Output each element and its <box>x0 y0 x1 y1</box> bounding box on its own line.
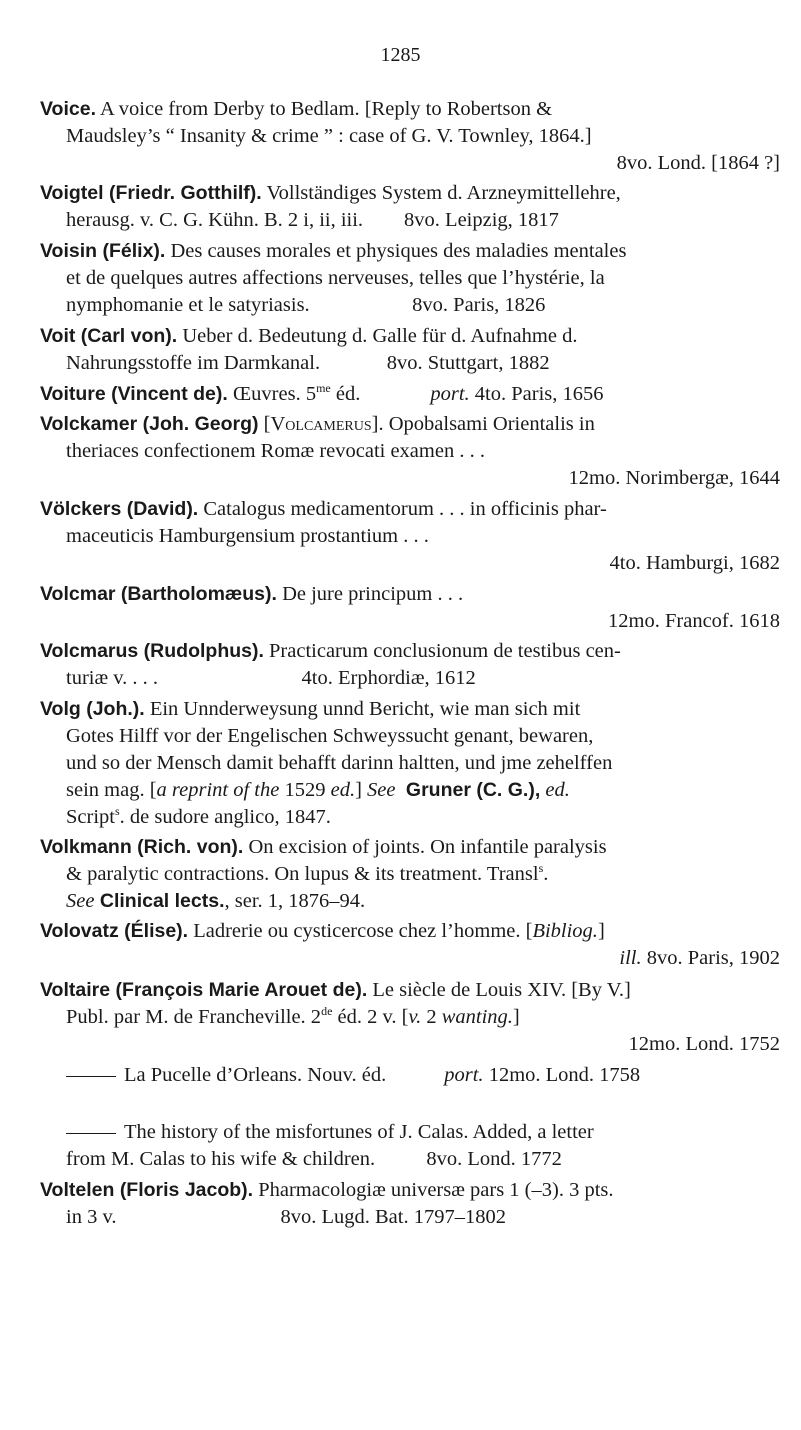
entry-text: und so der Mensch damit behafft darinn haltten, und jme zehelffen <box>66 752 613 774</box>
entry-text: maceuticis Hamburgensium prostantium . . . <box>66 525 429 547</box>
entry-volcmar <box>40 581 780 635</box>
entry-note: port. <box>444 1064 484 1086</box>
entry-text: Ueber d. Bedeutung d. Galle für d. Aufnahme d. <box>177 325 578 347</box>
entry-text: ]. Opobalsami Orientalis in <box>371 413 595 435</box>
entry-heading: Voigtel (Friedr. Gotthilf). <box>40 182 262 204</box>
entry-text: nymphomanie et le satyriasis. 8vo. Paris, 1826 <box>66 294 546 316</box>
entry-imprint: ill. 8vo. Paris, 1902 <box>619 947 780 969</box>
entry-text: Catalogus medicamentorum . . . in officinis phar- <box>198 498 607 520</box>
entry-volcmarus <box>40 638 780 692</box>
entry-text: Practicarum conclusionum de testibus cen- <box>263 640 621 662</box>
entry-text: herausg. v. C. G. Kühn. B. 2 i, ii, iii. 8vo. Leipzig, 1817 <box>66 209 559 231</box>
entry-text: Pharmacologiæ universæ pars 1 (–3). 3 pts. <box>253 1179 614 1201</box>
entry-heading: Volcmarus (Rudolphus). <box>40 640 264 662</box>
entry-heading: Volg (Joh.). <box>40 698 145 720</box>
entry-voigtel <box>40 180 780 234</box>
superscript: me <box>316 381 331 396</box>
entry-text: Des causes morales et physiques des maladies mentales <box>165 240 627 262</box>
entry-heading: Völckers (David). <box>40 498 199 520</box>
entry-imprint: 8vo. Lond. [1864 ?] <box>616 152 780 174</box>
entry-text: De jure principum . . . <box>276 583 464 605</box>
entry-text: Vollständiges System d. Arzneymittellehre, <box>261 182 621 204</box>
ditto-dash <box>66 1076 116 1077</box>
entry-imprint: 12mo. Lond. 1752 <box>628 1033 780 1055</box>
entry-text: & paralytic contractions. On lupus & its treatment. Transl$^s$. <box>66 861 549 885</box>
entry-note: port. <box>430 383 470 405</box>
entry-text: sein mag. [a reprint of the 1529 ed.] See Gruner (C. G.), ed. <box>66 779 570 801</box>
entry-heading: Voiture (Vincent de). <box>40 383 228 405</box>
entry-text: Script$^s$. de sudore anglico, 1847. <box>66 804 331 828</box>
entry-text: Le siècle de Louis XIV. [By V.] <box>367 979 631 1001</box>
entry-voltaire-calas <box>40 1119 780 1173</box>
entry-volkmann <box>40 834 780 915</box>
entry-heading: Voit (Carl von). <box>40 325 178 347</box>
entry-heading: Volckamer (Joh. Georg) <box>40 413 259 435</box>
ditto-dash <box>66 1133 116 1134</box>
entry-text: in 3 v. 8vo. Lugd. Bat. 1797–1802 <box>66 1206 506 1228</box>
entry-text: Volcamerus <box>270 413 372 435</box>
entry-heading: Voltaire (François Marie Arouet de). <box>40 979 368 1001</box>
entry-volckamer <box>40 411 780 492</box>
entry-volovatz <box>40 918 780 972</box>
entry-imprint: 12mo. Norimbergæ, 1644 <box>568 467 780 489</box>
entry-text: The history of the misfortunes of J. Calas. Added, a letter <box>124 1121 594 1143</box>
page-number: 1285 <box>380 44 421 66</box>
entry-volckers <box>40 496 780 577</box>
entry-imprint: 12mo. Lond. 1758 <box>483 1064 641 1086</box>
entry-voltaire-pucelle <box>40 1062 780 1089</box>
entry-heading: Volkmann (Rich. von). <box>40 836 244 858</box>
entry-text: See Clinical lects., ser. 1, 1876–94. <box>66 890 366 912</box>
entry-text: La Pucelle d’Orleans. Nouv. éd. <box>124 1064 387 1086</box>
entry-heading: Voisin (Félix). <box>40 240 166 262</box>
entry-heading: Volovatz (Élise). <box>40 920 189 942</box>
entry-heading: Voice. <box>40 98 96 120</box>
entry-text: from M. Calas to his wife & children. 8vo. Lond. 1772 <box>66 1148 562 1170</box>
entry-voltaire <box>40 977 780 1058</box>
entry-heading: Volcmar (Bartholomæus). <box>40 583 277 605</box>
entry-text: Œuvres. 5 <box>227 383 317 405</box>
entry-voice <box>40 96 780 177</box>
entry-imprint: 4to. Paris, 1656 <box>469 383 604 405</box>
entry-imprint: 12mo. Francof. 1618 <box>608 610 780 632</box>
entry-text: Bibliog. <box>532 920 598 942</box>
entry-text: Nahrungsstoffe im Darmkanal. 8vo. Stuttgart, 1882 <box>66 352 550 374</box>
entry-text: [ <box>258 413 271 435</box>
entry-text: A voice from Derby to Bedlam. [Reply to Robertson & <box>96 98 553 120</box>
entry-text: Ladrerie ou cysticercose chez l’homme. [ <box>188 920 533 942</box>
entry-text: Gotes Hilff vor der Engelischen Schweyssucht genant, bewaren, <box>66 725 594 747</box>
entry-volg <box>40 696 780 831</box>
entry-text: et de quelques autres affections nerveuses, telles que l’hystérie, la <box>66 267 605 289</box>
entry-imprint: 4to. Hamburgi, 1682 <box>609 552 780 574</box>
entry-text: ] <box>597 920 605 942</box>
entry-voit <box>40 323 780 377</box>
entry-text: Maudsley’s “ Insanity & crime ” : case of G. V. Townley, 1864.] <box>66 125 592 147</box>
entry-voltelen <box>40 1177 780 1231</box>
entry-voisin <box>40 238 780 319</box>
entry-text: On excision of joints. On infantile paralysis <box>243 836 607 858</box>
entry-text: éd. <box>330 383 361 405</box>
entry-text: turiæ v. . . . 4to. Erphordiæ, 1612 <box>66 667 476 689</box>
entry-heading: Voltelen (Floris Jacob). <box>40 1179 254 1201</box>
entry-text: theriaces confectionem Romæ revocati examen . . . <box>66 440 485 462</box>
entry-voiture <box>40 381 780 408</box>
entry-text: Ein Unnderweysung unnd Bericht, wie man sich mit <box>144 698 581 720</box>
entry-text: Publ. par M. de Francheville. 2de éd. 2 v. [v. 2 wanting.] <box>66 1004 520 1028</box>
